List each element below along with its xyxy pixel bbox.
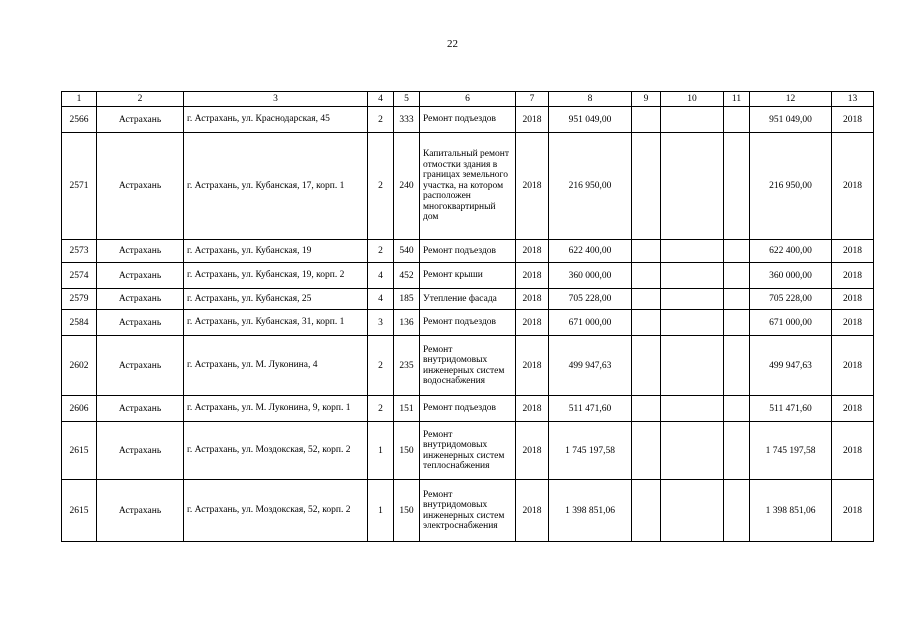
col4-cell: 4 (368, 289, 394, 310)
row-id: 2615 (62, 422, 97, 480)
table-row (62, 133, 874, 240)
col9-cell (632, 263, 661, 289)
address-cell: г. Астрахань, ул. М. Луконина, 9, корп. 1 (184, 396, 368, 422)
col11-cell (724, 289, 750, 310)
year-cell: 2018 (516, 263, 549, 289)
col4-cell: 2 (368, 240, 394, 263)
address-cell: г. Астрахань, ул. Кубанская, 31, корп. 1 (184, 310, 368, 336)
address-cell: г. Астрахань, ул. Краснодарская, 45 (184, 107, 368, 133)
work-type-cell: Ремонт крыши (420, 263, 516, 289)
work-type-cell: Ремонт внутридомовых инженерных систем электроснабжения (420, 480, 516, 542)
total-cell: 1 745 197,58 (750, 422, 832, 480)
row-id: 2571 (62, 133, 97, 240)
col11-cell (724, 336, 750, 396)
col5-cell: 240 (394, 133, 420, 240)
table-row (62, 422, 874, 480)
col5-cell: 452 (394, 263, 420, 289)
col5-cell: 150 (394, 422, 420, 480)
col5-cell: 185 (394, 289, 420, 310)
col11-cell (724, 396, 750, 422)
column-header: 3 (184, 92, 368, 107)
year-cell: 2018 (516, 240, 549, 263)
cost-cell: 360 000,00 (549, 263, 632, 289)
address-cell: г. Астрахань, ул. Кубанская, 17, корп. 1 (184, 133, 368, 240)
column-header: 6 (420, 92, 516, 107)
year-cell: 2018 (516, 133, 549, 240)
col10-cell (661, 263, 724, 289)
address-cell: г. Астрахань, ул. Моздокская, 52, корп. 2 (184, 422, 368, 480)
work-type-cell: Ремонт внутридомовых инженерных систем водоснабжения (420, 336, 516, 396)
city-cell: Астрахань (97, 263, 184, 289)
address-cell: г. Астрахань, ул. М. Луконина, 4 (184, 336, 368, 396)
city-cell: Астрахань (97, 480, 184, 542)
column-header: 10 (661, 92, 724, 107)
row-id: 2573 (62, 240, 97, 263)
city-cell: Астрахань (97, 240, 184, 263)
year-cell: 2018 (516, 336, 549, 396)
col11-cell (724, 240, 750, 263)
table-row (62, 396, 874, 422)
address-cell: г. Астрахань, ул. Моздокская, 52, корп. 2 (184, 480, 368, 542)
work-type-cell: Ремонт подъездов (420, 240, 516, 263)
column-header: 4 (368, 92, 394, 107)
table-row (62, 107, 874, 133)
city-cell: Астрахань (97, 133, 184, 240)
col4-cell: 2 (368, 133, 394, 240)
address-cell: г. Астрахань, ул. Кубанская, 19 (184, 240, 368, 263)
col9-cell (632, 107, 661, 133)
total-cell: 1 398 851,06 (750, 480, 832, 542)
end-year-cell: 2018 (832, 107, 874, 133)
row-id: 2579 (62, 289, 97, 310)
page-number: 22 (447, 38, 458, 50)
row-id: 2602 (62, 336, 97, 396)
col10-cell (661, 240, 724, 263)
col4-cell: 1 (368, 422, 394, 480)
column-header: 12 (750, 92, 832, 107)
total-cell: 705 228,00 (750, 289, 832, 310)
header-row (62, 92, 874, 107)
repair-registry-table (61, 91, 874, 542)
cost-cell: 511 471,60 (549, 396, 632, 422)
total-cell: 499 947,63 (750, 336, 832, 396)
table-row (62, 310, 874, 336)
end-year-cell: 2018 (832, 422, 874, 480)
col10-cell (661, 133, 724, 240)
col10-cell (661, 289, 724, 310)
cost-cell: 951 049,00 (549, 107, 632, 133)
column-header: 2 (97, 92, 184, 107)
work-type-cell: Ремонт подъездов (420, 107, 516, 133)
col9-cell (632, 480, 661, 542)
work-type-cell: Ремонт подъездов (420, 396, 516, 422)
cost-cell: 705 228,00 (549, 289, 632, 310)
col11-cell (724, 480, 750, 542)
col5-cell: 333 (394, 107, 420, 133)
year-cell: 2018 (516, 289, 549, 310)
total-cell: 511 471,60 (750, 396, 832, 422)
col5-cell: 151 (394, 396, 420, 422)
row-id: 2584 (62, 310, 97, 336)
col10-cell (661, 480, 724, 542)
cost-cell: 216 950,00 (549, 133, 632, 240)
end-year-cell: 2018 (832, 263, 874, 289)
address-cell: г. Астрахань, ул. Кубанская, 19, корп. 2 (184, 263, 368, 289)
total-cell: 622 400,00 (750, 240, 832, 263)
col9-cell (632, 336, 661, 396)
cost-cell: 622 400,00 (549, 240, 632, 263)
col5-cell: 540 (394, 240, 420, 263)
table-row (62, 336, 874, 396)
col11-cell (724, 263, 750, 289)
col4-cell: 4 (368, 263, 394, 289)
total-cell: 951 049,00 (750, 107, 832, 133)
end-year-cell: 2018 (832, 480, 874, 542)
col10-cell (661, 336, 724, 396)
col9-cell (632, 396, 661, 422)
column-header: 9 (632, 92, 661, 107)
total-cell: 360 000,00 (750, 263, 832, 289)
end-year-cell: 2018 (832, 289, 874, 310)
work-type-cell: Капитальный ремонт отмостки здания в границах земельного участка, на котором расположен многоквартирный дом (420, 133, 516, 240)
cost-cell: 671 000,00 (549, 310, 632, 336)
col11-cell (724, 107, 750, 133)
city-cell: Астрахань (97, 422, 184, 480)
col10-cell (661, 107, 724, 133)
col11-cell (724, 310, 750, 336)
col4-cell: 2 (368, 336, 394, 396)
end-year-cell: 2018 (832, 133, 874, 240)
col4-cell: 3 (368, 310, 394, 336)
year-cell: 2018 (516, 107, 549, 133)
col10-cell (661, 310, 724, 336)
col9-cell (632, 133, 661, 240)
col9-cell (632, 422, 661, 480)
col9-cell (632, 310, 661, 336)
table-row (62, 480, 874, 542)
cost-cell: 1 398 851,06 (549, 480, 632, 542)
end-year-cell: 2018 (832, 336, 874, 396)
col5-cell: 136 (394, 310, 420, 336)
table-row (62, 289, 874, 310)
total-cell: 671 000,00 (750, 310, 832, 336)
city-cell: Астрахань (97, 107, 184, 133)
end-year-cell: 2018 (832, 240, 874, 263)
work-type-cell: Ремонт подъездов (420, 310, 516, 336)
end-year-cell: 2018 (832, 310, 874, 336)
work-type-cell: Утепление фасада (420, 289, 516, 310)
col4-cell: 2 (368, 107, 394, 133)
city-cell: Астрахань (97, 289, 184, 310)
column-header: 11 (724, 92, 750, 107)
col9-cell (632, 240, 661, 263)
year-cell: 2018 (516, 310, 549, 336)
year-cell: 2018 (516, 422, 549, 480)
city-cell: Астрахань (97, 336, 184, 396)
col10-cell (661, 396, 724, 422)
col4-cell: 2 (368, 396, 394, 422)
cost-cell: 1 745 197,58 (549, 422, 632, 480)
col9-cell (632, 289, 661, 310)
table-row (62, 263, 874, 289)
year-cell: 2018 (516, 396, 549, 422)
col5-cell: 235 (394, 336, 420, 396)
column-header: 1 (62, 92, 97, 107)
column-header: 7 (516, 92, 549, 107)
total-cell: 216 950,00 (750, 133, 832, 240)
work-type-cell: Ремонт внутридомовых инженерных систем теплоснабжения (420, 422, 516, 480)
row-id: 2606 (62, 396, 97, 422)
row-id: 2566 (62, 107, 97, 133)
row-id: 2615 (62, 480, 97, 542)
column-header: 13 (832, 92, 874, 107)
column-header: 5 (394, 92, 420, 107)
city-cell: Астрахань (97, 310, 184, 336)
address-cell: г. Астрахань, ул. Кубанская, 25 (184, 289, 368, 310)
column-header: 8 (549, 92, 632, 107)
table-row (62, 240, 874, 263)
end-year-cell: 2018 (832, 396, 874, 422)
city-cell: Астрахань (97, 396, 184, 422)
cost-cell: 499 947,63 (549, 336, 632, 396)
col11-cell (724, 422, 750, 480)
col10-cell (661, 422, 724, 480)
col5-cell: 150 (394, 480, 420, 542)
col4-cell: 1 (368, 480, 394, 542)
row-id: 2574 (62, 263, 97, 289)
col11-cell (724, 133, 750, 240)
year-cell: 2018 (516, 480, 549, 542)
